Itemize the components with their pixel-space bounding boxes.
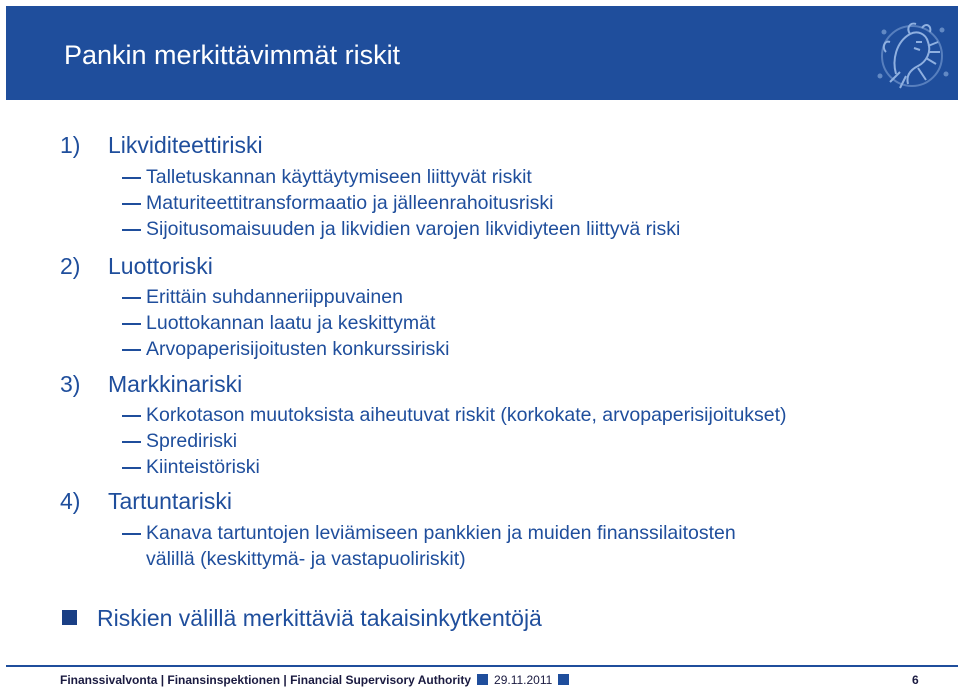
dash-bullet — [122, 349, 141, 351]
dash-bullet — [122, 203, 141, 205]
dash-bullet — [122, 441, 141, 443]
dash-bullet — [122, 229, 141, 231]
section-4-item-1: Kanava tartuntojen leviämiseen pankkien ja muiden finanssilaitosten välillä (keskittymä- ja vastapuoliriskit) — [122, 520, 736, 572]
dash-bullet — [122, 415, 141, 417]
footer-organization: Finanssivalvonta | Finansinspektionen | Financial Supervisory Authority — [60, 673, 472, 687]
section-1-item-1: Talletuskannan käyttäytymiseen liittyvät riskit — [122, 164, 532, 190]
section-2-item-1: Erittäin suhdanneriippuvainen — [122, 284, 403, 310]
dash-bullet — [122, 177, 141, 179]
section-2-label: Luottoriski — [108, 253, 213, 279]
dash-bullet — [122, 533, 141, 535]
summary-bullet — [62, 605, 542, 632]
section-1-label: Likviditeettiriski — [108, 132, 263, 158]
footer-square-icon — [477, 674, 488, 685]
dash-bullet — [122, 467, 141, 469]
square-bullet-icon — [62, 610, 77, 625]
section-1-heading — [60, 132, 263, 159]
footer-square-icon — [558, 674, 569, 685]
summary-text: Riskien välillä merkittäviä takaisinkytkentöjä — [97, 605, 542, 631]
footer-divider — [6, 665, 958, 667]
section-3-item-2: Sprediriski — [122, 428, 237, 454]
section-2-item-3: Arvopaperisijoitusten konkurssiriski — [122, 336, 449, 362]
section-4-label: Tartuntariski — [108, 488, 232, 514]
footer-date: 29.11.2011 — [494, 673, 553, 687]
dash-bullet — [122, 297, 141, 299]
section-1-number: 1) — [60, 132, 81, 158]
section-2-number: 2) — [60, 253, 81, 279]
page-title: Pankin merkittävimmät riskit — [64, 40, 401, 70]
section-2-item-2: Luottokannan laatu ja keskittymät — [122, 310, 435, 336]
section-3-label: Markkinariski — [108, 371, 243, 397]
dash-bullet — [122, 323, 141, 325]
section-3-number: 3) — [60, 371, 81, 397]
page-number: 6 — [912, 673, 919, 687]
footer — [60, 673, 575, 687]
section-3-item-1: Korkotason muutoksista aiheutuvat riskit (korkokate, arvopaperisijoitukset) — [122, 402, 787, 428]
section-3-heading — [60, 371, 242, 398]
section-3-item-3: Kiinteistöriski — [122, 454, 260, 480]
section-4-heading — [60, 488, 232, 515]
section-4-number: 4) — [60, 488, 81, 514]
section-1-item-3: Sijoitusomaisuuden ja likvidien varojen likvidiyteen liittyvä riski — [122, 216, 680, 242]
section-1-item-2: Maturiteettitransformaatio ja jälleenrahoitusriski — [122, 190, 554, 216]
section-2-heading — [60, 253, 213, 280]
